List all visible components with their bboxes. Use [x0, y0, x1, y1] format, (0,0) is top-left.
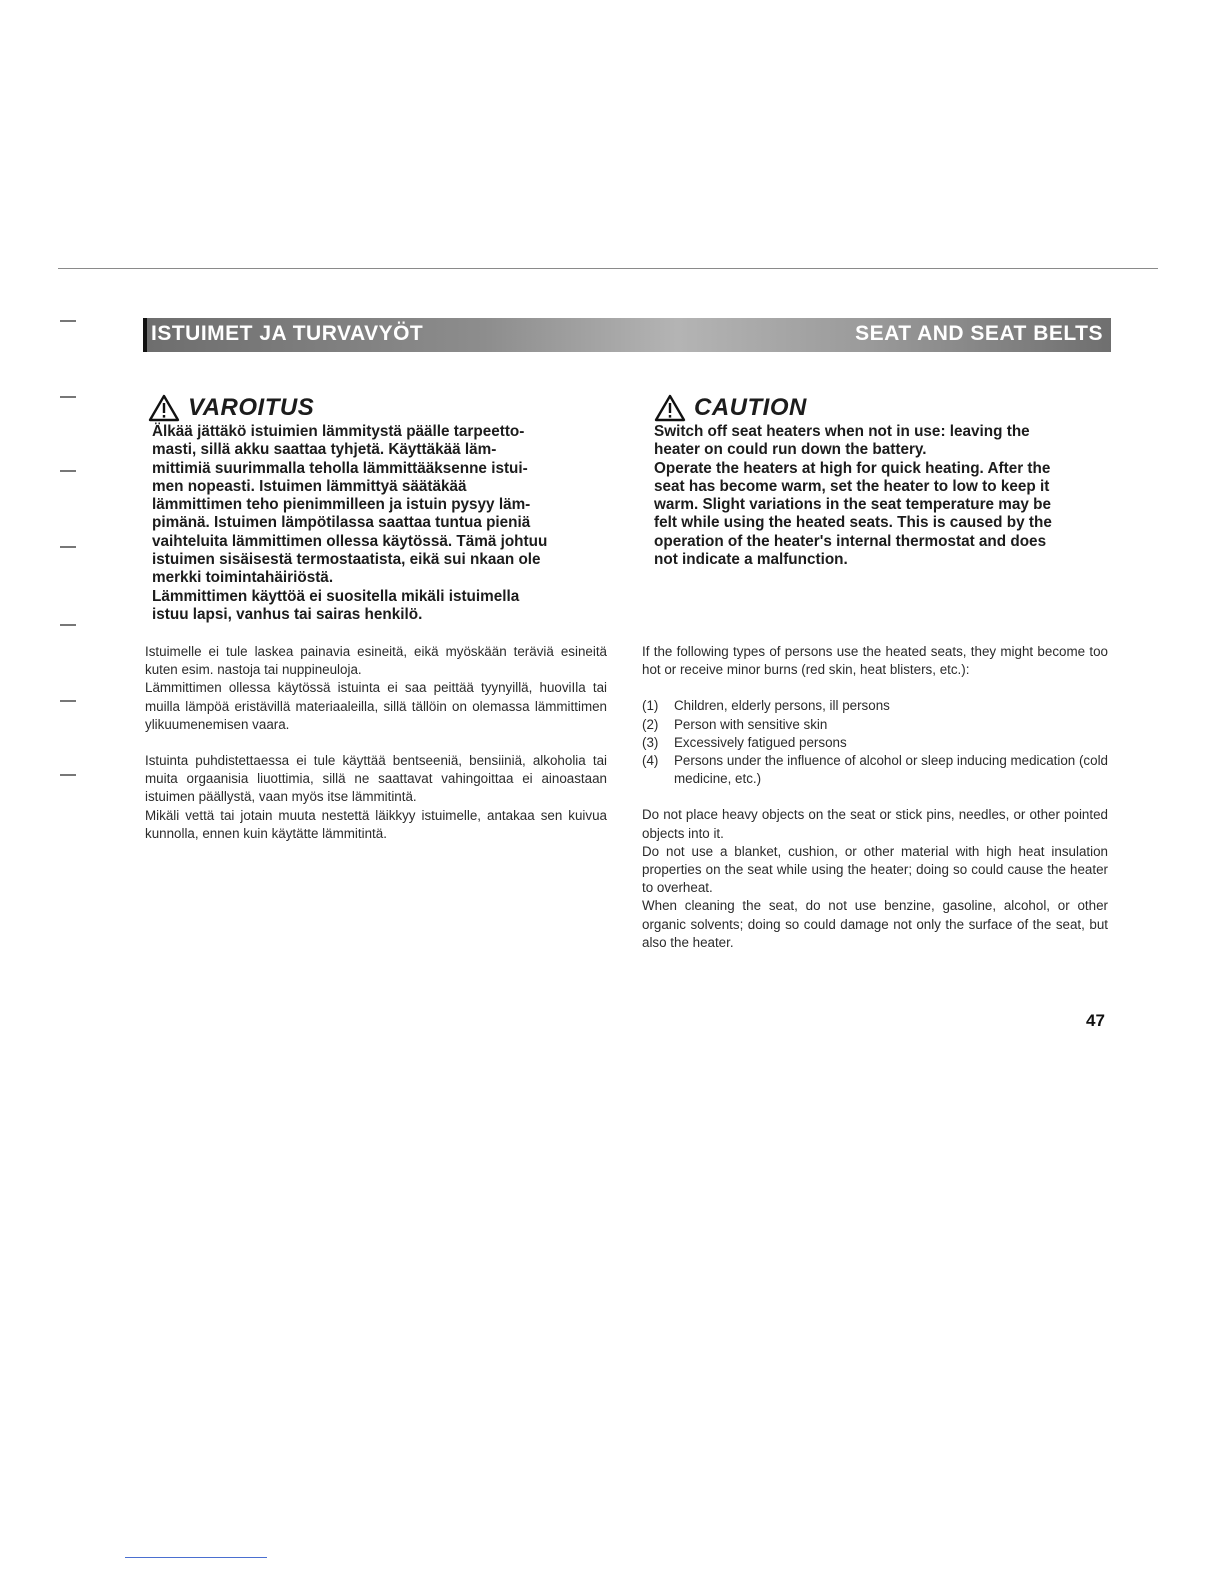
warning-line: felt while using the heated seats. This is caused by the [654, 514, 1052, 532]
body-text-fi [145, 643, 607, 843]
paragraph: Istuimelle ei tule laskea painavia esineitä, eikä myöskään teräviä esineitä kuten esim. nastoja tai nuppineuloja. [145, 644, 607, 678]
warning-line: Operate the heaters at high for quick heating. After the [654, 459, 1051, 477]
list-item [642, 734, 1108, 752]
warning-line: operation of the heater's internal thermostat and does [654, 532, 1047, 550]
warning-line: Älkää jättäkö istuimien lämmitystä päälle tarpeetto- [152, 423, 525, 440]
warning-line: pimänä. Istuimen lämpötilassa saattaa tuntua pieniä [152, 514, 531, 532]
margin-tick [60, 624, 76, 626]
person-list [642, 697, 1108, 788]
list-text: Children, elderly persons, ill persons [674, 698, 890, 714]
paragraph: Lämmittimen ollessa käytössä istuinta ei saa peittää tyynyillä, huoviIla tai muilla lämpöä eristävillä materiaaleilla, sillä tällöin on olemassa lämmittimen ylikuumenemisen vaara. [145, 680, 607, 732]
warning-line: mittimiä suurimmalla teholla lämmittääksenne istui- [152, 459, 528, 477]
warning-line: men nopeasti. Istuimen lämmittyä säätäkää [152, 477, 467, 495]
list-number: (2) [642, 716, 659, 732]
margin-tick [60, 546, 76, 548]
warning-line: vaihteluita lämmittimen ollessa käytössä. Tämä johtuu [152, 532, 548, 550]
page-number: 47 [1086, 1011, 1105, 1030]
list-item [642, 752, 1108, 788]
list-text: Persons under the influence of alcohol or sleep inducing medication (cold medicine, etc.) [674, 753, 1108, 787]
warning-line: istuimen sisäisestä termostaatista, eikä sui nkaan ole [152, 551, 541, 569]
margin-tick [60, 396, 76, 398]
list-text: Person with sensitive skin [674, 716, 828, 732]
warning-line: not indicate a malfunction. [654, 551, 848, 569]
section-header-bar [143, 318, 1111, 352]
paragraph: Do not place heavy objects on the seat or stick pins, needles, or other pointed objects into it. [642, 807, 1108, 841]
warning-line: seat has become warm, set the heater to low to keep it [654, 477, 1050, 495]
warning-line: Switch off seat heaters when not in use: leaving the [654, 423, 1030, 440]
warning-triangle-icon [148, 394, 180, 422]
warning-block-en [654, 394, 1098, 569]
section-title-fi: ISTUIMET JA TURVAVYÖT [151, 322, 424, 345]
warning-block-fi [152, 394, 592, 624]
list-number: (3) [642, 734, 659, 750]
paragraph: When cleaning the seat, do not use benzine, gasoline, alcohol, or other organic solvents; doing so could damage not only the surface of the seat, but also the heater. [642, 898, 1108, 950]
list-number: (4) [642, 753, 659, 769]
warning-title-fi: VAROITUS [188, 394, 315, 421]
section-title-en: SEAT AND SEAT BELTS [855, 322, 1103, 345]
list-number: (1) [642, 698, 659, 714]
warning-line: heater on could run down the battery. [654, 441, 927, 459]
list-item [642, 716, 1108, 734]
margin-tick [60, 470, 76, 472]
body-text-en [642, 643, 1108, 952]
list-item [642, 697, 1108, 715]
paragraph: Mikäli vettä tai jotain muuta nestettä läikkyy istuimelle, antakaa sen kuivua kunnolla, ennen kuin käytätte lämmitintä. [145, 807, 607, 841]
warning-line: merkki toimintahäiriöstä. [152, 569, 334, 587]
warning-triangle-icon [654, 394, 686, 422]
bottom-rule [125, 1557, 267, 1558]
paragraph: If the following types of persons use the heated seats, they might become too hot or receive minor burns (red skin, heat blisters, etc.): [642, 644, 1108, 678]
warning-line: Lämmittimen käyttöä ei suositella mikäli istuimella [152, 587, 520, 605]
margin-tick [60, 774, 76, 776]
list-text: Excessively fatigued persons [674, 734, 847, 750]
warning-line: istuu lapsi, vanhus tai sairas henkilö. [152, 605, 423, 623]
top-rule [58, 268, 1158, 269]
warning-line: warm. Slight variations in the seat temperature may be [654, 496, 1051, 514]
warning-heading-en [654, 394, 1098, 422]
margin-tick [60, 320, 76, 322]
paragraph: Do not use a blanket, cushion, or other material with high heat insulation properties on the seat while using the heater; doing so could cause the heater to overheat. [642, 843, 1108, 896]
warning-heading-fi [148, 394, 592, 422]
warning-title-en: CAUTION [694, 394, 807, 421]
paragraph: Istuinta puhdistettaessa ei tule käyttää bentseeniä, bensiiniä, alkoholia tai muita orgaanisia liuottimia, sillä ne saattavat vahingoittaa ei ainoastaan istuimen päällystä, vaan myös itse lämmitintä. [145, 753, 607, 805]
warning-line: lämmittimen teho pienimmilleen ja istuin pysyy läm- [152, 496, 531, 514]
margin-tick [60, 700, 76, 702]
warning-line: masti, sillä akku saattaa tyhjetä. Käyttäkää läm- [152, 441, 497, 459]
